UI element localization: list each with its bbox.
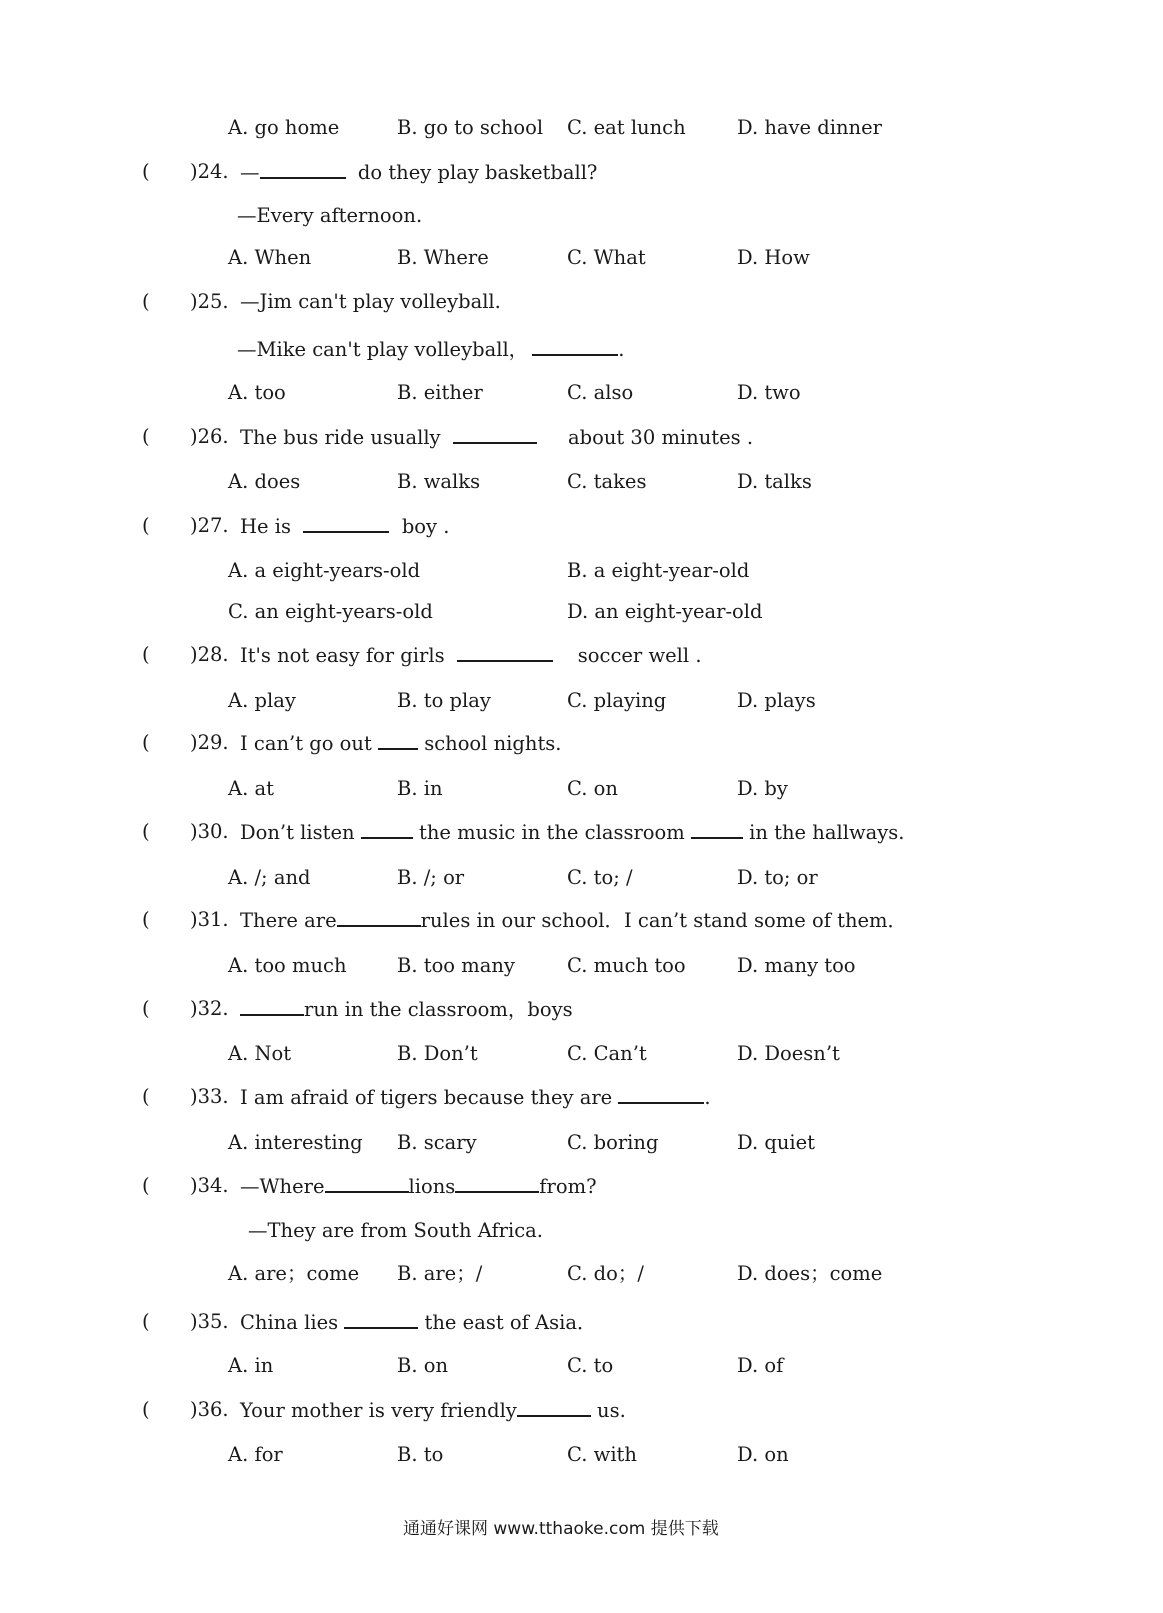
q24-option-b: B. Where <box>397 246 489 269</box>
q35-text-b: the east of Asia． <box>424 1311 597 1334</box>
q25-blank <box>532 337 618 356</box>
q35-option-d: D. of <box>737 1354 784 1377</box>
q27-text-a: He is <box>240 515 291 538</box>
q26-text-b: about 30 minutes . <box>567 426 754 449</box>
q29-option-d: D. by <box>737 777 788 800</box>
page-footer: 通通好课网 www.tthaoke.com 提供下载 <box>403 1519 719 1539</box>
q36-option-a: A. for <box>228 1443 283 1466</box>
q32-option-a: A. Not <box>228 1042 292 1065</box>
q35-paren: ( <box>142 1310 150 1333</box>
q31-blank <box>337 908 421 927</box>
q35-number: )35. <box>190 1310 229 1333</box>
q35-text-a: China lies <box>240 1311 339 1334</box>
q30-blank-2 <box>691 820 743 839</box>
q35-option-b: B. on <box>397 1354 449 1377</box>
q31-option-a: A. too much <box>228 954 347 977</box>
q30-stem <box>240 820 905 845</box>
q31-stem <box>240 908 907 933</box>
q36-blank <box>517 1398 591 1417</box>
q24-dash: — <box>240 161 260 184</box>
q33-option-b: B. scary <box>397 1131 477 1154</box>
q36-text-b: us. <box>597 1399 626 1422</box>
q36-stem <box>240 1398 626 1423</box>
q30-option-d: D. to; or <box>737 866 818 889</box>
q27-option-c: C. an eight-years-old <box>228 600 433 623</box>
q30-blank-1 <box>361 820 413 839</box>
q28-paren: ( <box>142 643 150 666</box>
q31-option-c: C. much too <box>567 954 686 977</box>
q26-option-c: C. takes <box>567 470 647 493</box>
q26-option-d: D. talks <box>737 470 812 493</box>
q32-option-c: C. Can’t <box>567 1042 647 1065</box>
q34-number: )34. <box>190 1174 229 1197</box>
q23-option-c: C. eat lunch <box>567 116 686 139</box>
q35-option-a: A. in <box>228 1354 274 1377</box>
q28-blank <box>457 643 553 662</box>
q34-blank-1 <box>325 1174 409 1193</box>
q34-option-a: A. are；come <box>228 1262 360 1285</box>
q29-blank <box>378 731 418 750</box>
q28-number: )28. <box>190 643 229 666</box>
q32-blank <box>240 997 304 1016</box>
q33-option-a: A. interesting <box>228 1131 363 1154</box>
q25-number: )25. <box>190 290 229 313</box>
q23-option-b: B. go to school <box>397 116 544 139</box>
q26-paren: ( <box>142 425 150 448</box>
q30-option-b: B. /; or <box>397 866 465 889</box>
q34-text-b: lions <box>408 1175 456 1198</box>
q36-option-c: C. with <box>567 1443 637 1466</box>
q27-stem <box>240 514 449 539</box>
q25-stem: —Jim can't play volleyball. <box>240 290 501 313</box>
q27-number: )27. <box>190 514 229 537</box>
q26-number: )26. <box>190 425 229 448</box>
q31-option-d: D. many too <box>737 954 856 977</box>
q31-number: )31. <box>190 908 229 931</box>
q35-blank <box>344 1310 418 1329</box>
q24-answer-line: —Every afternoon. <box>237 204 423 227</box>
q27-option-d: D. an eight-year-old <box>567 600 763 623</box>
q34-stem <box>240 1174 597 1199</box>
q27-blank <box>303 514 389 533</box>
q28-option-c: C. playing <box>567 689 667 712</box>
q34-blank-2 <box>455 1174 539 1193</box>
q34-answer-line: —They are from South Africa. <box>248 1219 543 1242</box>
q25-line2 <box>237 337 624 362</box>
q32-paren: ( <box>142 997 150 1020</box>
q27-text-b: boy . <box>401 515 450 538</box>
q24-option-a: A. When <box>228 246 312 269</box>
q33-blank <box>618 1085 704 1104</box>
q36-paren: ( <box>142 1398 150 1421</box>
q28-option-a: A. play <box>228 689 296 712</box>
q30-paren: ( <box>142 820 150 843</box>
q34-option-d: D. does；come <box>737 1262 883 1285</box>
q33-number: )33. <box>190 1085 229 1108</box>
q33-text-a: I am afraid of tigers because they are <box>240 1086 613 1109</box>
q24-number: )24. <box>190 160 229 183</box>
q30-number: )30. <box>190 820 229 843</box>
q27-option-b: B. a eight-year-old <box>567 559 750 582</box>
q29-option-b: B. in <box>397 777 443 800</box>
q31-paren: ( <box>142 908 150 931</box>
q26-text-a: The bus ride usually <box>240 426 441 449</box>
q32-stem <box>240 997 573 1022</box>
q27-paren: ( <box>142 514 150 537</box>
q31-option-b: B. too many <box>397 954 515 977</box>
q33-option-c: C. boring <box>567 1131 659 1154</box>
q25-option-a: A. too <box>228 381 286 404</box>
q36-option-b: B. to <box>397 1443 444 1466</box>
q24-paren: ( <box>142 160 150 183</box>
q29-option-c: C. on <box>567 777 618 800</box>
q29-stem <box>240 731 561 756</box>
q29-text-a: I can’t go out <box>240 732 372 755</box>
q32-number: )32. <box>190 997 229 1020</box>
q28-option-b: B. to play <box>397 689 491 712</box>
q24-option-c: C. What <box>567 246 646 269</box>
q28-stem <box>240 643 702 668</box>
q32-option-d: D. Doesn’t <box>737 1042 840 1065</box>
q25-line2-text: —Mike can't play volleyball， <box>237 338 529 361</box>
q30-text-a: Don’t listen <box>240 821 355 844</box>
q36-text-a: Your mother is very friendly <box>240 1399 517 1422</box>
q28-option-d: D. plays <box>737 689 816 712</box>
q34-option-b: B. are；/ <box>397 1262 483 1285</box>
q33-paren: ( <box>142 1085 150 1108</box>
q35-option-c: C. to <box>567 1354 614 1377</box>
q25-end: . <box>618 338 625 361</box>
q32-option-b: B. Don’t <box>397 1042 478 1065</box>
q32-text-b: run in the classroom，boys <box>304 998 573 1021</box>
q30-option-c: C. to; / <box>567 866 633 889</box>
q33-end: . <box>704 1086 711 1109</box>
q25-option-c: C. also <box>567 381 634 404</box>
q23-option-d: D. have dinner <box>737 116 882 139</box>
q24-option-d: D. How <box>737 246 810 269</box>
q31-text-a: There are <box>240 909 337 932</box>
q26-blank <box>453 425 537 444</box>
q34-text-a: —Where <box>240 1175 325 1198</box>
q25-paren: ( <box>142 290 150 313</box>
q36-number: )36. <box>190 1398 229 1421</box>
q31-text-b: rules in our school．I can’t stand some of them． <box>420 909 908 932</box>
q26-option-a: A. does <box>228 470 301 493</box>
q34-paren: ( <box>142 1174 150 1197</box>
q28-text-a: It's not easy for girls <box>240 644 445 667</box>
q23-option-a: A. go home <box>228 116 340 139</box>
q29-number: )29. <box>190 731 229 754</box>
q28-text-b: soccer well . <box>577 644 702 667</box>
q25-option-b: B. either <box>397 381 483 404</box>
q26-option-b: B. walks <box>397 470 481 493</box>
q26-stem <box>240 425 753 450</box>
q35-stem <box>240 1310 596 1335</box>
q33-option-d: D. quiet <box>737 1131 815 1154</box>
q30-option-a: A. /; and <box>228 866 311 889</box>
q24-text: do they play basketball? <box>357 161 598 184</box>
q27-option-a: A. a eight-years-old <box>228 559 421 582</box>
q24-blank <box>260 160 346 179</box>
q30-text-b: the music in the classroom <box>419 821 685 844</box>
q36-option-d: D. on <box>737 1443 789 1466</box>
q24-stem <box>240 160 597 185</box>
q34-option-c: C. do；/ <box>567 1262 644 1285</box>
q25-option-d: D. two <box>737 381 801 404</box>
q29-text-b: school nights. <box>424 732 562 755</box>
q29-option-a: A. at <box>228 777 274 800</box>
q34-text-c: from? <box>539 1175 597 1198</box>
q29-paren: ( <box>142 731 150 754</box>
q33-stem <box>240 1085 711 1110</box>
q30-text-c: in the hallways. <box>749 821 905 844</box>
